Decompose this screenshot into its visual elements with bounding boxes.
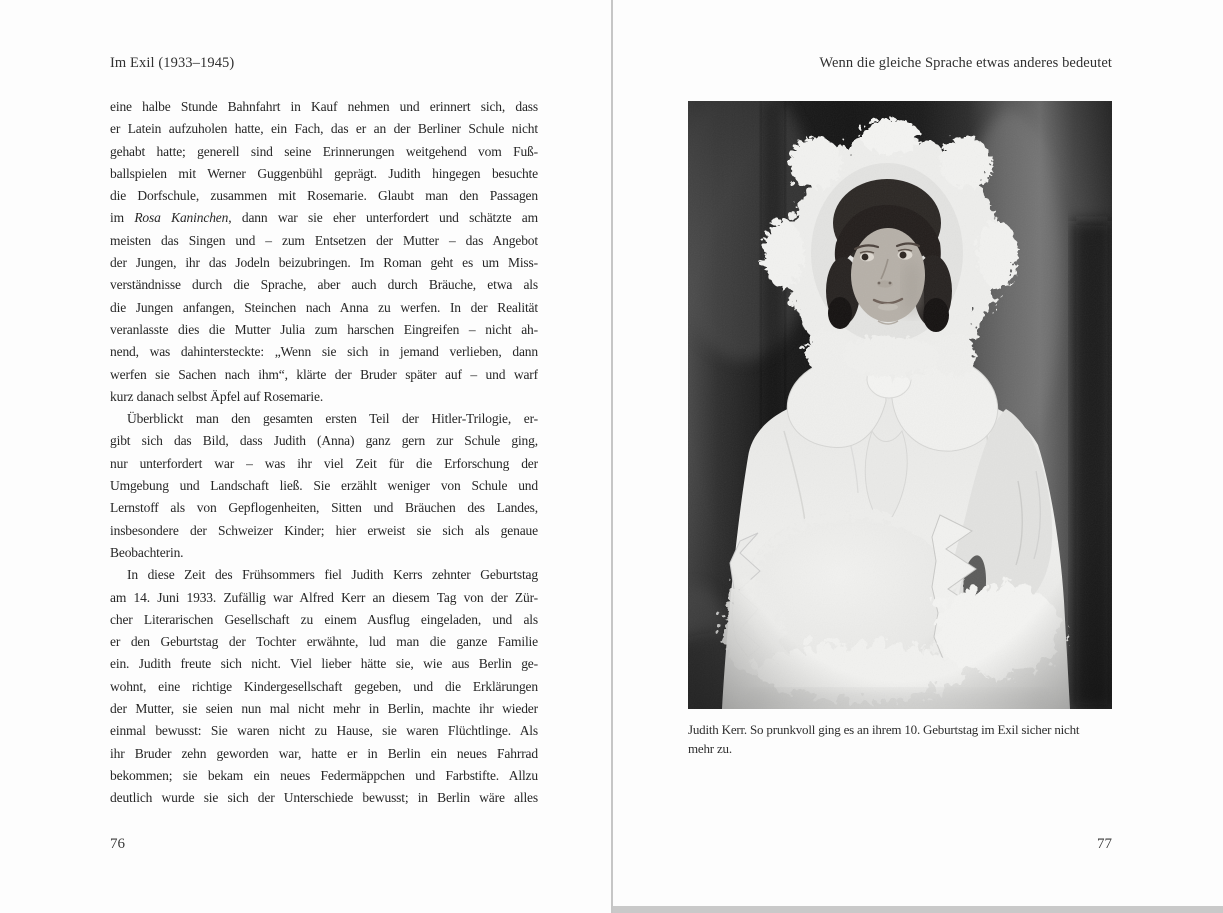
text-line: veranlasste dies die Mutter Julia zum harschen Eingreifen – nicht ah- <box>110 321 538 337</box>
page-gutter-divider <box>611 0 613 913</box>
text-line: gehabt hatte; generell sind seine Erinnerungen weitgehend vom Fuß- <box>110 143 538 159</box>
text-line: die Dorfschule, zusammen mit Rosemarie. Glaubt man den Passagen <box>110 188 538 204</box>
paragraph <box>110 564 538 809</box>
judith-kerr-photo <box>688 101 1112 709</box>
text-line: verständnisse durch die Sprache, aber auch durch Bräuche, etwa als <box>110 277 538 293</box>
text-line: ihr Bruder zehn geworden war, hatte er in Berlin ein neues Fahrrad <box>110 745 538 761</box>
text-line: meisten das Singen und – zum Entsetzen der Mutter – das Angebot <box>110 232 538 248</box>
right-page-number: 77 <box>1097 836 1112 852</box>
text-line: nend, was dahintersteckte: „Wenn sie sich in jemand verlieben, dann <box>110 344 538 360</box>
text-line: In diese Zeit des Frühsommers fiel Judith Kerrs zehnter Geburtstag <box>127 567 538 583</box>
caption-line: Judith Kerr. So prunkvoll ging es an ihrem 10. Geburtstag im Exil sicher nicht <box>688 722 1080 737</box>
left-page-number: 76 <box>110 836 125 852</box>
text-line: im Rosa Kaninchen, dann war sie eher unterfordert und schätzte am <box>110 210 538 226</box>
text-line: eine halbe Stunde Bahnfahrt in Kauf nehmen und erinnert sich, dass <box>110 99 538 114</box>
text-line: ballspielen mit Werner Guggenbühl geprägt. Judith hingegen besuchte <box>110 165 538 181</box>
text-line: gibt sich das Bild, dass Judith (Anna) ganz gern zur Schule ging, <box>110 433 538 449</box>
text-line: der Mutter, sie seien nun mal nicht mehr in Berlin, machte ihr wieder <box>110 701 538 717</box>
text-line: insbesondere der Schweizer Kinder; hier erweist sie sich als genaue <box>110 522 538 538</box>
text-line: wohnt, eine richtige Kindergesellschaft gegeben, und die Erklärungen <box>110 678 538 694</box>
text-line: ein. Judith freute sich nicht. Viel lieber hätte sie, wie aus Berlin ge- <box>110 656 538 672</box>
text-line: Umgebung und Landschaft ließ. Sie erzählt weniger von Schule und <box>110 478 538 494</box>
text-line: Lernstoff als von Gepflogenheiten, Sitten und Bräuchen des Landes, <box>110 500 538 516</box>
text-line: werfen sie Sachen nach ihm“, klärte der Bruder später auf – und warf <box>110 366 538 382</box>
text-line: am 14. Juni 1933. Zufällig war Alfred Kerr an diesem Tag von der Zür- <box>110 589 538 605</box>
text-line: Überblickt man den gesamten ersten Teil der Hitler-Trilogie, er- <box>127 411 538 427</box>
caption-line: mehr zu. <box>688 741 732 756</box>
text-line: die Jungen anfangen, Steinchen nach Anna zu werfen. In der Realität <box>110 299 538 315</box>
text-line: bekommen; sie bekam ein neues Federmäppchen und Farbstifte. Allzu <box>110 767 538 783</box>
text-line: einmal bewusst: Sie waren nicht zu Hause, sie waren Flüchtlinge. Als <box>110 723 538 739</box>
text-line: deutlich wurde sie sich der Unterschiede bewusst; in Berlin wäre alles <box>110 790 538 806</box>
left-page-body <box>110 96 538 810</box>
photo-caption <box>688 720 1122 758</box>
right-running-header: Wenn die gleiche Sprache etwas anderes bedeutet <box>819 55 1112 71</box>
text-line: nur unterfordert war – was ihr viel Zeit für die Erforschung der <box>110 455 538 471</box>
text-line: kurz danach selbst Äpfel auf Rosemarie. <box>110 388 324 404</box>
text-line: cher Literarischen Gesellschaft zu einem Ausflug eingeladen, und als <box>110 611 538 627</box>
text-line: der Jungen, ihr das Jodeln beizubringen. Im Roman geht es um Miss- <box>110 255 538 271</box>
text-line: Beobachterin. <box>110 544 184 560</box>
text-line: er Latein aufzuholen hatte, ein Fach, das er an der Berliner Schule nicht <box>110 121 538 137</box>
text-line: er den Geburtstag der Tochter erwähnte, lud man die ganze Familie <box>110 634 538 650</box>
scan-edge-strip <box>613 906 1223 913</box>
paragraph <box>110 408 538 564</box>
paragraph <box>110 96 538 408</box>
left-running-header: Im Exil (1933–1945) <box>110 55 235 71</box>
